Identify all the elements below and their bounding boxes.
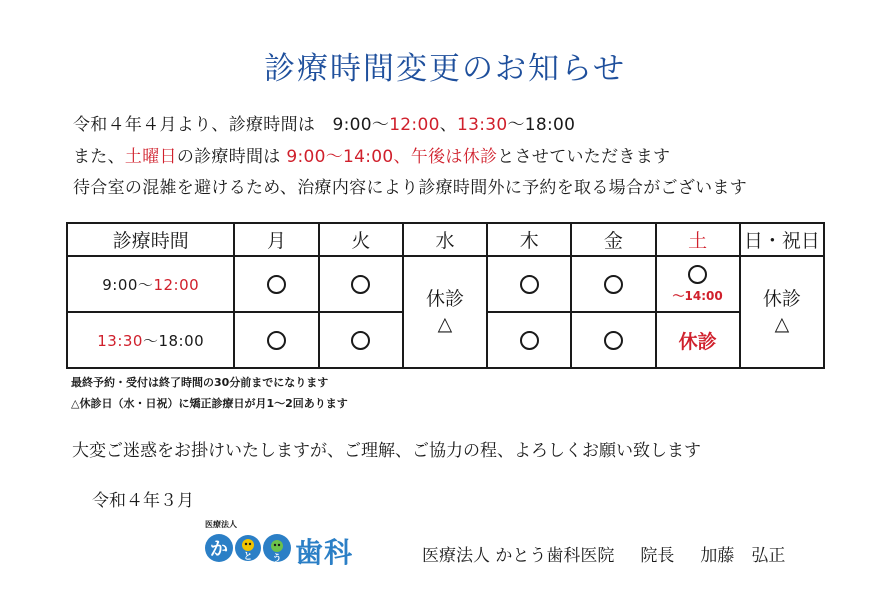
header-mon: 月 <box>234 223 318 256</box>
fri-morning <box>571 256 655 312</box>
logo-main-text: 歯科 <box>295 536 354 569</box>
sun-holiday-closed <box>740 256 824 368</box>
mon-morning <box>234 256 318 312</box>
header-wed: 水 <box>403 223 487 256</box>
intro-line-1-red-2: 13:30 <box>457 115 508 135</box>
thu-morning <box>487 256 571 312</box>
intro-line-2-suffix: とさせていただきます <box>497 147 671 167</box>
clinic-logo <box>203 519 378 569</box>
signature-name: 加藤 弘正 <box>700 546 786 566</box>
tue-afternoon <box>319 312 403 368</box>
intro-line-2-red-1: 土曜日 <box>124 147 177 167</box>
open-circle-icon <box>604 275 623 294</box>
signature-clinic: 医療法人 かとう歯科医院 <box>422 546 615 566</box>
mon-afternoon <box>234 312 318 368</box>
triangle-icon: △ <box>774 313 790 335</box>
afternoon-time <box>67 312 234 368</box>
page-title: 診療時間変更のお知らせ <box>263 50 627 87</box>
morning-time <box>67 256 234 312</box>
intro-line-1 <box>73 110 575 135</box>
header-sun-holiday: 日・祝日 <box>740 223 824 256</box>
logo-mascot-icon <box>203 528 295 568</box>
fri-afternoon <box>571 312 655 368</box>
sun-closed-label: 休診 <box>762 288 801 311</box>
header-tue: 火 <box>319 223 403 256</box>
morning-row <box>67 256 824 312</box>
logo-mascot-to: と <box>243 552 253 562</box>
header-hours: 診療時間 <box>67 223 234 256</box>
open-circle-icon <box>351 275 370 294</box>
intro-line-2-red-2: 9:00～14:00、午後は休診 <box>286 147 498 167</box>
morning-end: 12:00 <box>153 275 200 294</box>
open-circle-icon <box>604 331 623 350</box>
thu-afternoon <box>487 312 571 368</box>
schedule-table <box>66 222 825 369</box>
header-sat: 土 <box>656 223 740 256</box>
closing-message: 大変ご迷惑をお掛けいたしますが、ご理解、ご協力の程、よろしくお願い致します <box>72 441 701 461</box>
logo-small-text: 医療法人 <box>205 520 237 529</box>
open-circle-icon <box>267 331 286 350</box>
open-circle-icon <box>351 331 370 350</box>
open-circle-icon <box>520 331 539 350</box>
intro-line-1-mid: 、 <box>439 115 457 135</box>
intro-line-2-prefix: また、 <box>73 147 125 167</box>
sat-early-end: ～14:00 <box>672 289 723 303</box>
tue-morning <box>319 256 403 312</box>
wed-closed <box>403 256 487 368</box>
header-fri: 金 <box>571 223 655 256</box>
intro-line-1-suffix: ～18:00 <box>507 115 576 135</box>
signature-role: 院長 <box>640 546 675 566</box>
intro-line-2 <box>73 142 670 167</box>
intro-line-1-prefix: 令和４年４月より、診療時間は 9:00～ <box>73 115 390 135</box>
note-orthodontic: △休診日（水・日祝）に矯正診療日が月1～2回あります <box>71 397 348 410</box>
notice-date: 令和４年３月 <box>92 491 194 511</box>
afternoon-end: ～18:00 <box>142 331 205 350</box>
sat-morning <box>656 256 740 312</box>
wed-closed-label: 休診 <box>425 288 464 311</box>
intro-line-3: 待合室の混雑を避けるため、治療内容により診療時間外に予約を取る場合がございます <box>73 178 748 198</box>
intro-line-2-mid: の診療時間は <box>176 147 287 167</box>
open-circle-icon <box>688 265 707 284</box>
header-thu: 木 <box>487 223 571 256</box>
schedule-header-row <box>67 223 824 256</box>
signature <box>422 541 811 566</box>
open-circle-icon <box>520 275 539 294</box>
morning-start: 9:00～ <box>102 275 154 294</box>
sat-afternoon <box>656 312 740 368</box>
note-last-reception: 最終予約・受付は終了時間の30分前までになります <box>71 376 329 389</box>
open-circle-icon <box>267 275 286 294</box>
triangle-icon: △ <box>437 313 453 335</box>
intro-line-1-red-1: 12:00 <box>389 115 440 135</box>
afternoon-start: 13:30 <box>97 331 143 350</box>
logo-mascot-u: う <box>272 554 282 564</box>
sat-closed-label: 休診 <box>678 330 717 353</box>
logo-mascot-ka: か <box>210 539 228 560</box>
